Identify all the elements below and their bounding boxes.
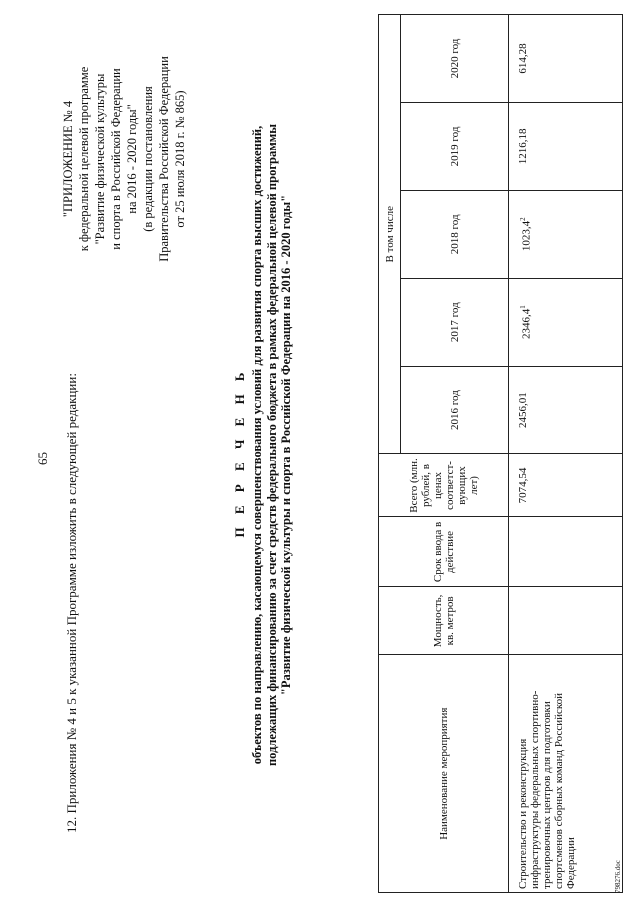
appendix-line: "Развитие физической культуры <box>93 73 107 245</box>
instruction-text: 12. Приложения № 4 и 5 к указанной Программе изложить в следующей редакции: <box>64 373 79 833</box>
cell-2018-value: 1023,4 <box>520 220 533 252</box>
document-title: П Е Р Е Ч Е Н Ь <box>232 367 247 538</box>
appendix-line: на 2016 - 2020 годы" <box>125 104 139 214</box>
footer-file-code: 798276.doc <box>614 860 622 893</box>
subtitle-line: объектов по направлению, касающемуся совершенствования условий для развития спорта высших достижений, <box>250 125 264 765</box>
subtitle-line: "Развитие физической культуры и спорта в Российской Федерации на 2016 - 2020 годы" <box>279 194 293 696</box>
header-capacity: Мощность, кв. метров <box>379 587 509 655</box>
appendix-line: Правительства Российской Федерации <box>157 56 171 262</box>
header-year-2016: 2016 год <box>401 366 509 454</box>
page-number: 65 <box>35 452 50 465</box>
cell-2019: 1216,18 <box>509 102 623 190</box>
cell-capacity <box>509 587 623 655</box>
header-including: В том числе <box>379 15 401 455</box>
header-year-2018: 2018 год <box>401 190 509 278</box>
appendix-line: "ПРИЛОЖЕНИЕ № 4 <box>61 100 75 218</box>
cell-2018 <box>509 190 623 278</box>
cell-2020: 614,28 <box>509 15 623 103</box>
cell-2017 <box>509 278 623 366</box>
cell-2016: 2456,01 <box>509 366 623 454</box>
header-commissioning: Срок ввода в действие <box>379 517 509 587</box>
cell-total: 7074,54 <box>509 454 623 517</box>
header-year-2020: 2020 год <box>401 15 509 103</box>
cell-2017-value: 2346,4 <box>520 308 533 340</box>
appendix-line: к федеральной целевой программе <box>77 66 91 252</box>
header-year-2017: 2017 год <box>401 278 509 366</box>
appendix-line: и спорта в Российской Федерации <box>109 68 123 250</box>
header-total: Всего (млн. рублей, в ценах соответст-вующих лет) <box>379 454 509 517</box>
header-year-2019: 2019 год <box>401 102 509 190</box>
appendix-line: от 25 июля 2018 г. № 865) <box>173 90 187 228</box>
header-name: Наименование мероприятия <box>379 655 509 893</box>
subtitle-line: подлежащих финансированию за счет средств федерального бюджета в рамках федеральной целевой программы <box>264 124 279 767</box>
appendix-line: (в редакции постановления <box>141 86 155 232</box>
footnote-marker: 1 <box>519 305 527 309</box>
measures-table <box>378 14 623 893</box>
document-subtitle <box>250 45 294 845</box>
cell-commissioning <box>509 517 623 587</box>
cell-name: Строительство и реконструкция инфраструктуры федеральных спортивно-тренировочных центров для подготовки спортсменов сборных команд Российской Федерации <box>509 655 623 893</box>
footnote-marker: 2 <box>519 217 527 221</box>
table-row <box>509 15 623 893</box>
appendix-header <box>60 9 188 309</box>
